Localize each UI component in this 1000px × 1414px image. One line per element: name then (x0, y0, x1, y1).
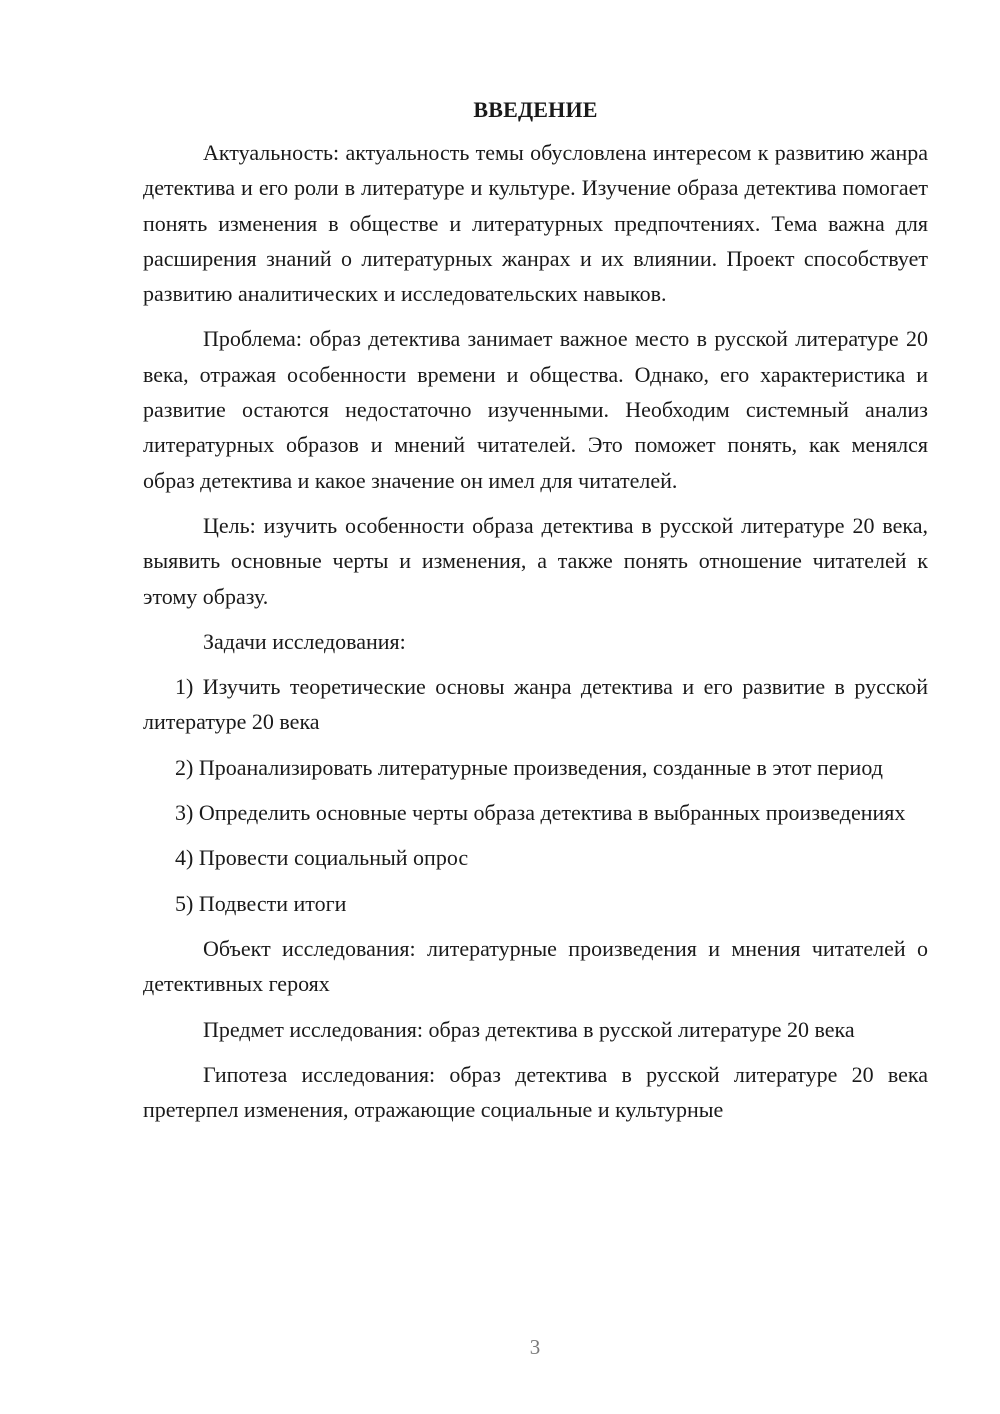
goal-paragraph: Цель: изучить особенности образа детектива в русской литературе 20 века, выявить основные черты и изменения, а также понять отношение читателей к этому образу. (143, 512, 928, 609)
problem-paragraph: Проблема: образ детектива занимает важное место в русской литературе 20 века, отражая особенности времени и общества. Однако, его характеристика и развитие остаются недостаточно изученными. Необходим системный анализ литературных образов и мнений читателей. Это поможет понять, как менялся образ детектива и какое значение он имел для читателей. (143, 326, 928, 493)
page-number: 3 (529, 1335, 541, 1359)
task-item-3: 3) Определить основные черты образа детектива в выбранных произведениях (175, 800, 906, 826)
task-item-1: 1) Изучить теоретические основы жанра детектива и его развитие в русской литературе 20 века (143, 674, 928, 735)
hypothesis-paragraph: Гипотеза исследования: образ детектива в русской литературе 20 века претерпел изменения, отражающие социальные и культурные (143, 1061, 928, 1123)
task-item-2: 2) Проанализировать литературные произведения, созданные в этот период (175, 754, 883, 780)
task-item-5: 5) Подвести итоги (175, 890, 347, 916)
tasks-heading: Задачи исследования: (203, 628, 406, 654)
object-paragraph: Объект исследования: литературные произведения и мнения читателей о детективных героях (143, 935, 928, 997)
relevance-paragraph: Актуальность: актуальность темы обусловлена интересом к развитию жанра детектива и его роли в литературе и культуре. Изучение образа детектива помогает понять изменения в обществе и литературных предпочтениях. Тема важна для расширения знаний о литературных жанрах и их влиянии. Проект способствует развитию аналитических и исследовательских навыков. (143, 140, 928, 307)
section-title: ВВЕДЕНИЕ (473, 97, 598, 122)
task-item-4: 4) Провести социальный опрос (175, 845, 469, 871)
subject-paragraph: Предмет исследования: образ детектива в русской литературе 20 века (203, 1016, 855, 1042)
document-page (143, 92, 928, 1137)
